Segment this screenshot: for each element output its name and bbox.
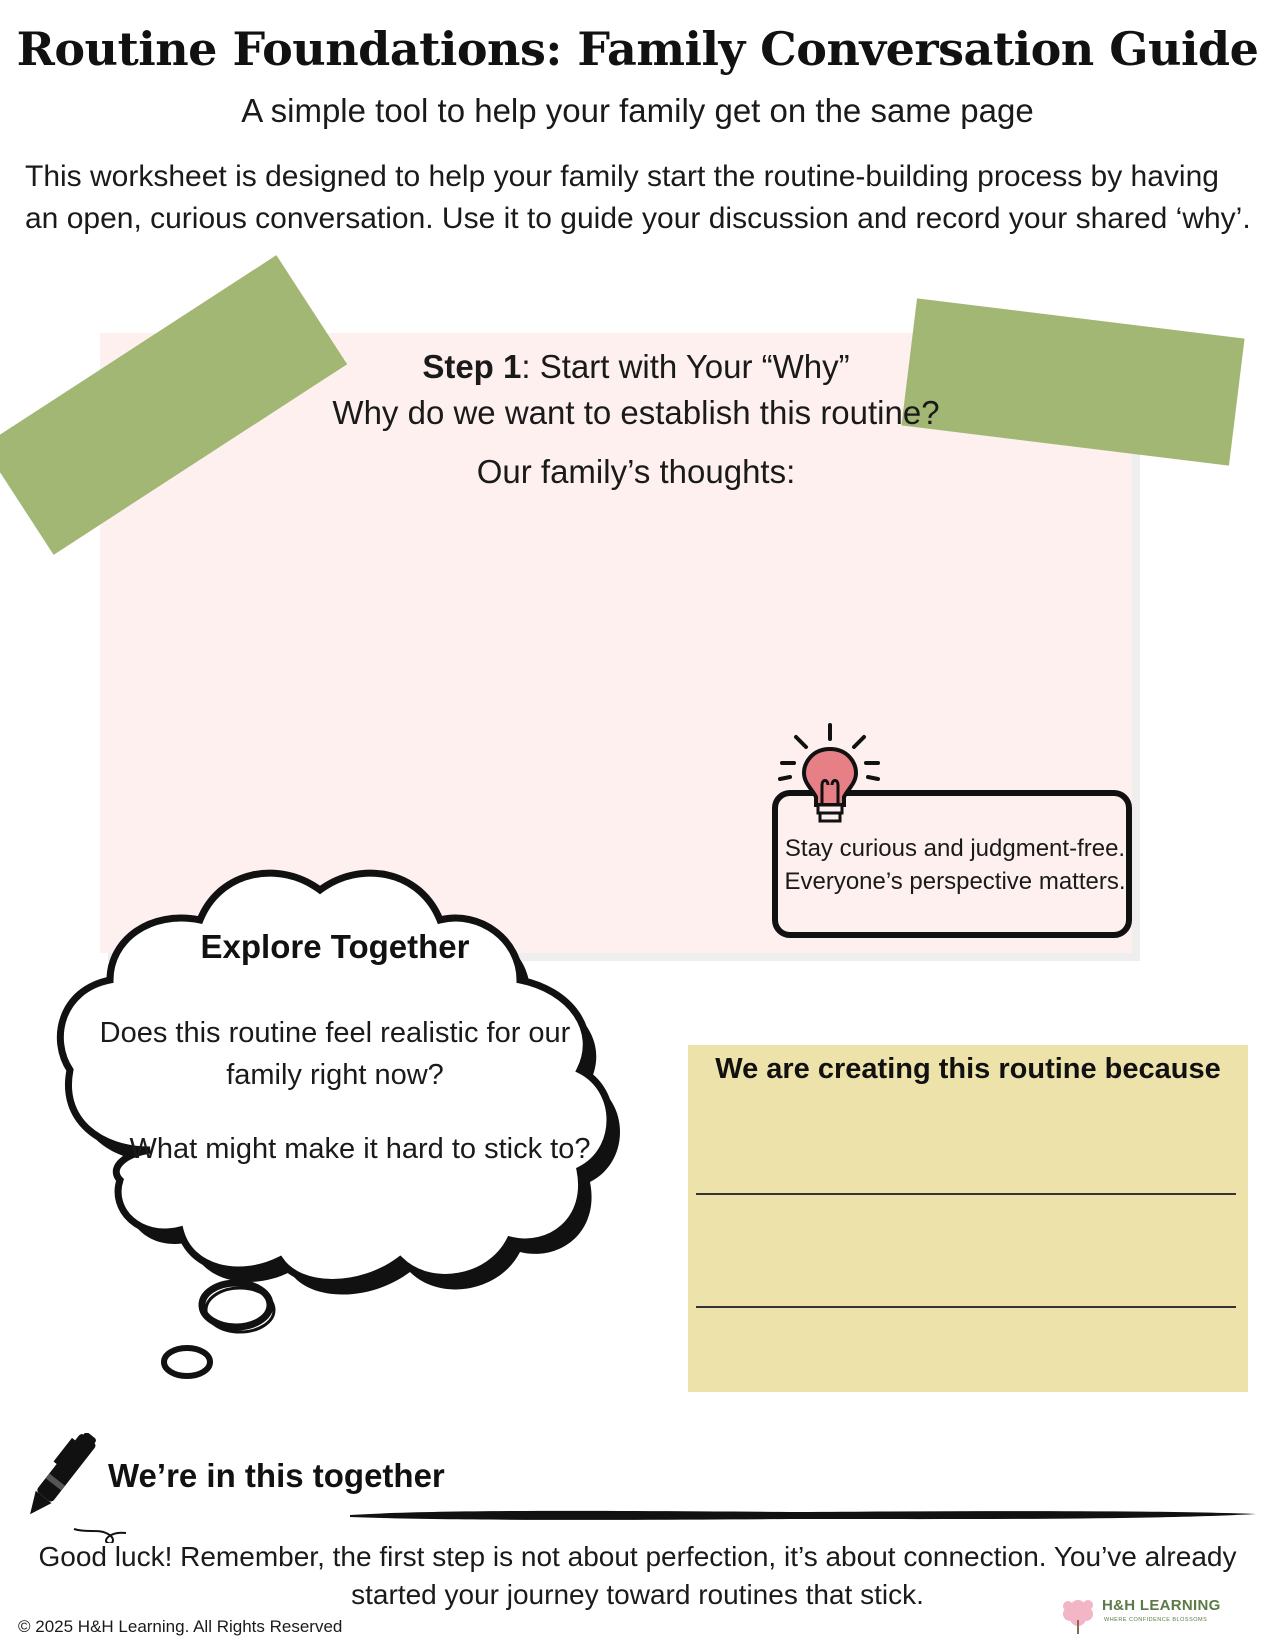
logo-tagline: WHERE CONFIDENCE BLOSSOMS (1104, 1617, 1208, 1623)
closing-message: Good luck! Remember, the first step is not about perfection, it’s about connection. You’ve already started your journey toward routines that stick. (38, 1541, 1237, 1610)
thought-cloud-icon (40, 820, 680, 1390)
page-title: Routine Foundations: Family Conversation Guide (16, 22, 1259, 76)
logo-name: H&H LEARNING (1102, 1597, 1221, 1614)
step1-question: Why do we want to establish this routine? (332, 394, 940, 431)
together-heading: We’re in this together (108, 1457, 445, 1494)
writing-line-1 (696, 1193, 1236, 1195)
brush-stroke-divider (348, 1505, 1258, 1525)
step1-heading-rest: : Start with Your “Why” (521, 348, 850, 385)
explore-question-2: What might make it hard to stick to? (129, 1133, 591, 1165)
reason-writing-box (688, 1045, 1248, 1392)
page-subtitle: A simple tool to help your family get on the same page (241, 92, 1034, 129)
family-thoughts-label: Our family’s thoughts: (476, 453, 796, 490)
intro-paragraph: This worksheet is designed to help your family start the routine-building process by having an open, curious conversation. Use it to guide your discussion and record your shared ‘why’. (25, 160, 1251, 235)
step1-heading (200, 348, 1072, 386)
step1-label: Step 1 (422, 348, 522, 385)
reason-box-title: We are creating this routine because (715, 1053, 1221, 1085)
lightbulb-icon (760, 715, 880, 835)
copyright-notice: © 2025 H&H Learning. All Rights Reserved (18, 1617, 343, 1636)
writing-line-2 (696, 1306, 1236, 1308)
explore-question-1: Does this routine feel realistic for our family right now? (99, 1017, 571, 1091)
explore-together-title: Explore Together (200, 928, 470, 965)
tip-text: Stay curious and judgment-free. Everyone’s perspective matters. (784, 835, 1126, 895)
